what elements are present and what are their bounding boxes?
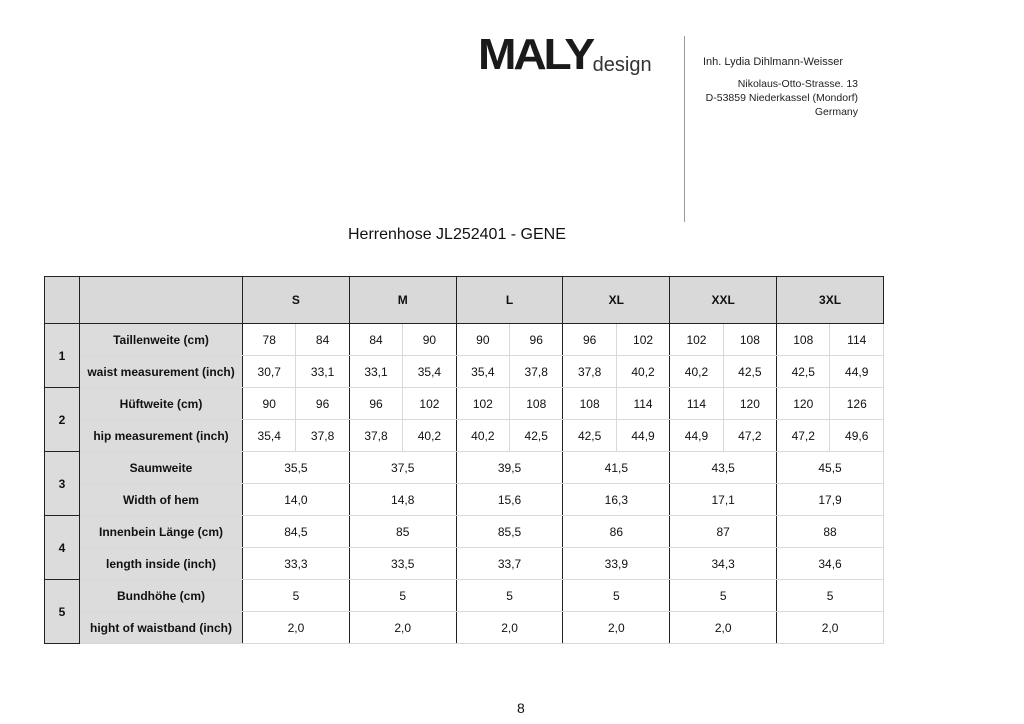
header-label-cell: [80, 277, 243, 324]
table-row: [45, 580, 884, 612]
document-title: Herrenhose JL252401 - GENE: [348, 226, 566, 243]
measurement-value: 108: [777, 324, 830, 356]
measurement-value: 44,9: [616, 420, 669, 452]
measurement-value: 102: [403, 388, 456, 420]
measurement-value: 5: [777, 580, 884, 612]
measurement-value: 43,5: [670, 452, 777, 484]
size-chart-table: [44, 276, 884, 644]
measurement-value: 42,5: [510, 420, 563, 452]
measurement-value: 2,0: [777, 612, 884, 644]
logo-main-text: MALY: [478, 30, 593, 79]
measurement-value: 34,6: [777, 548, 884, 580]
measurement-value: 33,7: [456, 548, 563, 580]
measurement-value: 33,1: [296, 356, 349, 388]
measurement-value: 33,1: [349, 356, 402, 388]
measurement-value: 85: [349, 516, 456, 548]
measurement-value: 120: [723, 388, 776, 420]
measurement-value: 90: [403, 324, 456, 356]
address-block: [706, 77, 858, 119]
table-row: [45, 612, 884, 644]
address-line: D-53859 Niederkassel (Mondorf): [705, 92, 858, 104]
measurement-value: 42,5: [723, 356, 776, 388]
measurement-value: 102: [670, 324, 723, 356]
measurement-label: Taillenweite (cm): [80, 324, 243, 356]
measurement-value: 42,5: [563, 420, 616, 452]
measurement-value: 108: [510, 388, 563, 420]
logo-sub-text: design: [592, 54, 652, 76]
measurement-value: 41,5: [563, 452, 670, 484]
measurement-value: 40,2: [456, 420, 509, 452]
measurement-value: 47,2: [777, 420, 830, 452]
measurement-value: 35,4: [403, 356, 456, 388]
measurement-value: 49,6: [830, 420, 884, 452]
measurement-value: 86: [563, 516, 670, 548]
measurement-value: 33,3: [243, 548, 350, 580]
measurement-value: 5: [349, 580, 456, 612]
header-divider: [684, 36, 685, 222]
measurement-value: 114: [830, 324, 884, 356]
table-row: [45, 484, 884, 516]
measurement-value: 2,0: [349, 612, 456, 644]
size-header: 3XL: [777, 277, 884, 324]
size-header: XL: [563, 277, 670, 324]
owner-name: Inh. Lydia Dihlmann-Weisser: [703, 56, 844, 68]
group-number: 4: [45, 516, 80, 580]
measurement-value: 30,7: [243, 356, 296, 388]
measurement-value: 84,5: [243, 516, 350, 548]
table-row: [45, 420, 884, 452]
measurement-value: 102: [616, 324, 669, 356]
measurement-value: 33,9: [563, 548, 670, 580]
measurement-value: 40,2: [403, 420, 456, 452]
group-number: 5: [45, 580, 80, 644]
measurement-value: 37,8: [349, 420, 402, 452]
group-number: 2: [45, 388, 80, 452]
measurement-value: 35,4: [456, 356, 509, 388]
group-number: 1: [45, 324, 80, 388]
measurement-value: 42,5: [777, 356, 830, 388]
measurement-value: 35,4: [243, 420, 296, 452]
measurement-label: Bundhöhe (cm): [80, 580, 243, 612]
measurement-value: 2,0: [243, 612, 350, 644]
measurement-value: 40,2: [670, 356, 723, 388]
measurement-value: 17,9: [777, 484, 884, 516]
measurement-value: 114: [616, 388, 669, 420]
measurement-value: 78: [243, 324, 296, 356]
table-row: [45, 452, 884, 484]
measurement-value: 5: [670, 580, 777, 612]
measurement-value: 17,1: [670, 484, 777, 516]
measurement-value: 90: [456, 324, 509, 356]
measurement-value: 45,5: [777, 452, 884, 484]
table-row: [45, 516, 884, 548]
size-header: M: [349, 277, 456, 324]
measurement-value: 114: [670, 388, 723, 420]
table-row: [45, 356, 884, 388]
measurement-value: 39,5: [456, 452, 563, 484]
measurement-value: 47,2: [723, 420, 776, 452]
measurement-value: 84: [296, 324, 349, 356]
size-header: L: [456, 277, 563, 324]
measurement-value: 15,6: [456, 484, 563, 516]
address-line: Nikolaus-Otto-Strasse. 13: [737, 78, 858, 90]
measurement-value: 96: [510, 324, 563, 356]
size-header: XXL: [670, 277, 777, 324]
measurement-label: hight of waistband (inch): [80, 612, 243, 644]
measurement-value: 126: [830, 388, 884, 420]
measurement-value: 37,8: [510, 356, 563, 388]
measurement-value: 14,0: [243, 484, 350, 516]
header-corner: [45, 277, 80, 324]
measurement-label: Innenbein Länge (cm): [80, 516, 243, 548]
brand-logo: [478, 30, 652, 79]
measurement-value: 2,0: [670, 612, 777, 644]
measurement-value: 87: [670, 516, 777, 548]
measurement-label: Hüftweite (cm): [80, 388, 243, 420]
measurement-value: 40,2: [616, 356, 669, 388]
measurement-value: 37,8: [296, 420, 349, 452]
measurement-value: 5: [456, 580, 563, 612]
measurement-value: 33,5: [349, 548, 456, 580]
measurement-value: 120: [777, 388, 830, 420]
measurement-value: 102: [456, 388, 509, 420]
measurement-label: Saumweite: [80, 452, 243, 484]
size-header-row: [45, 277, 884, 324]
measurement-value: 96: [296, 388, 349, 420]
measurement-label: length inside (inch): [80, 548, 243, 580]
measurement-value: 108: [563, 388, 616, 420]
measurement-value: 5: [243, 580, 350, 612]
size-header: S: [243, 277, 350, 324]
measurement-value: 44,9: [670, 420, 723, 452]
measurement-value: 5: [563, 580, 670, 612]
table-row: [45, 388, 884, 420]
measurement-value: 35,5: [243, 452, 350, 484]
measurement-label: waist measurement (inch): [80, 356, 243, 388]
measurement-value: 108: [723, 324, 776, 356]
measurement-label: hip measurement (inch): [80, 420, 243, 452]
measurement-value: 88: [777, 516, 884, 548]
measurement-value: 96: [349, 388, 402, 420]
measurement-value: 2,0: [563, 612, 670, 644]
measurement-label: Width of hem: [80, 484, 243, 516]
measurement-value: 90: [243, 388, 296, 420]
measurement-value: 37,5: [349, 452, 456, 484]
measurement-value: 14,8: [349, 484, 456, 516]
address-line: Germany: [814, 106, 858, 118]
group-number: 3: [45, 452, 80, 516]
measurement-value: 34,3: [670, 548, 777, 580]
page-number: 8: [517, 700, 525, 716]
measurement-value: 16,3: [563, 484, 670, 516]
table-row: [45, 548, 884, 580]
measurement-value: 44,9: [830, 356, 884, 388]
measurement-value: 85,5: [456, 516, 563, 548]
measurement-value: 84: [349, 324, 402, 356]
table-row: [45, 324, 884, 356]
measurement-value: 37,8: [563, 356, 616, 388]
measurement-value: 2,0: [456, 612, 563, 644]
size-chart-body: [45, 324, 884, 644]
measurement-value: 96: [563, 324, 616, 356]
